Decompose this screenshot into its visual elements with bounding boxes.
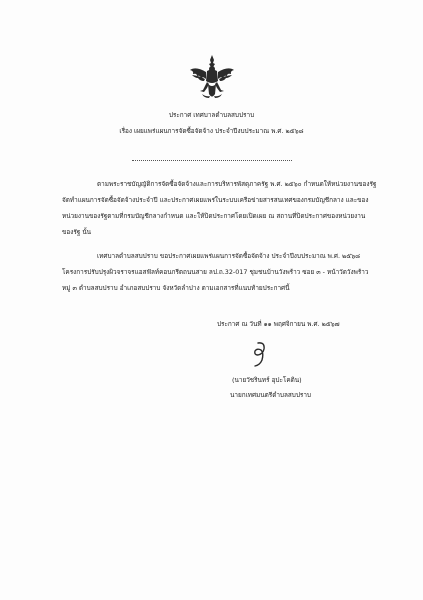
para2-line2: โครงการปรับปรุงผิวจราจรแอสฟัลท์คอนกรีตถนนสาย ลป.ถ.32-017 ชุมชนบ้านวังพร้าว ซอย ๓ - หน้าวัดวังพร้าว bbox=[62, 268, 369, 276]
handwritten-signature bbox=[246, 340, 272, 368]
para2-line3: หมู่ ๓ ตำบลสบปราบ อำเภอสบปราบ จังหวัดลำปาง ตามเอกสารที่แนบท้ายประกาศนี้ bbox=[62, 284, 290, 292]
para1-line4: ของรัฐ นั้น bbox=[62, 228, 92, 236]
para1-line1: ตามพระราชบัญญัติการจัดซื้อจัดจ้างและการบริหารพัสดุภาครัฐ พ.ศ. ๒๕๖๐ กำหนดให้หน่วยงานของรัฐ bbox=[97, 180, 377, 188]
signer-title: นายกเทศมนตรีตำบลสบปราบ bbox=[230, 391, 311, 399]
garuda-emblem-icon bbox=[188, 54, 236, 100]
signer-name: (นายวัชรินทร์ อุปะโคติน) bbox=[232, 376, 302, 384]
para2-line1: เทศบาลตำบลสบปราบ ขอประกาศเผยแพร่แผนการจัดซื้อจัดจ้าง ประจำปีงบประมาณ พ.ศ. ๒๕๖๘ bbox=[97, 252, 361, 260]
para1-line2: จัดทำแผนการจัดซื้อจัดจ้างประจำปี และประกาศเผยแพร่ในระบบเครือข่ายสารสนเทศของกรมบัญชีกลาง และของ bbox=[62, 196, 369, 204]
announcement-title: ประกาศ เทศบาลตำบลสบปราบ bbox=[168, 111, 255, 119]
announcement-date: ประกาศ ณ วันที่ ๑๑ พฤศจิกายน พ.ศ. ๒๕๖๗ bbox=[217, 320, 340, 328]
divider bbox=[132, 160, 292, 161]
announcement-subject: เรื่อง เผยแพร่แผนการจัดซื้อจัดจ้าง ประจำปีงบประมาณ พ.ศ. ๒๕๖๘ bbox=[119, 127, 304, 135]
para1-line3: หน่วยงานของรัฐตามที่กรมบัญชีกลางกำหนด และให้ปิดประกาศโดยเปิดเผย ณ สถานที่ปิดประกาศของหน่วยงาน bbox=[62, 212, 366, 220]
